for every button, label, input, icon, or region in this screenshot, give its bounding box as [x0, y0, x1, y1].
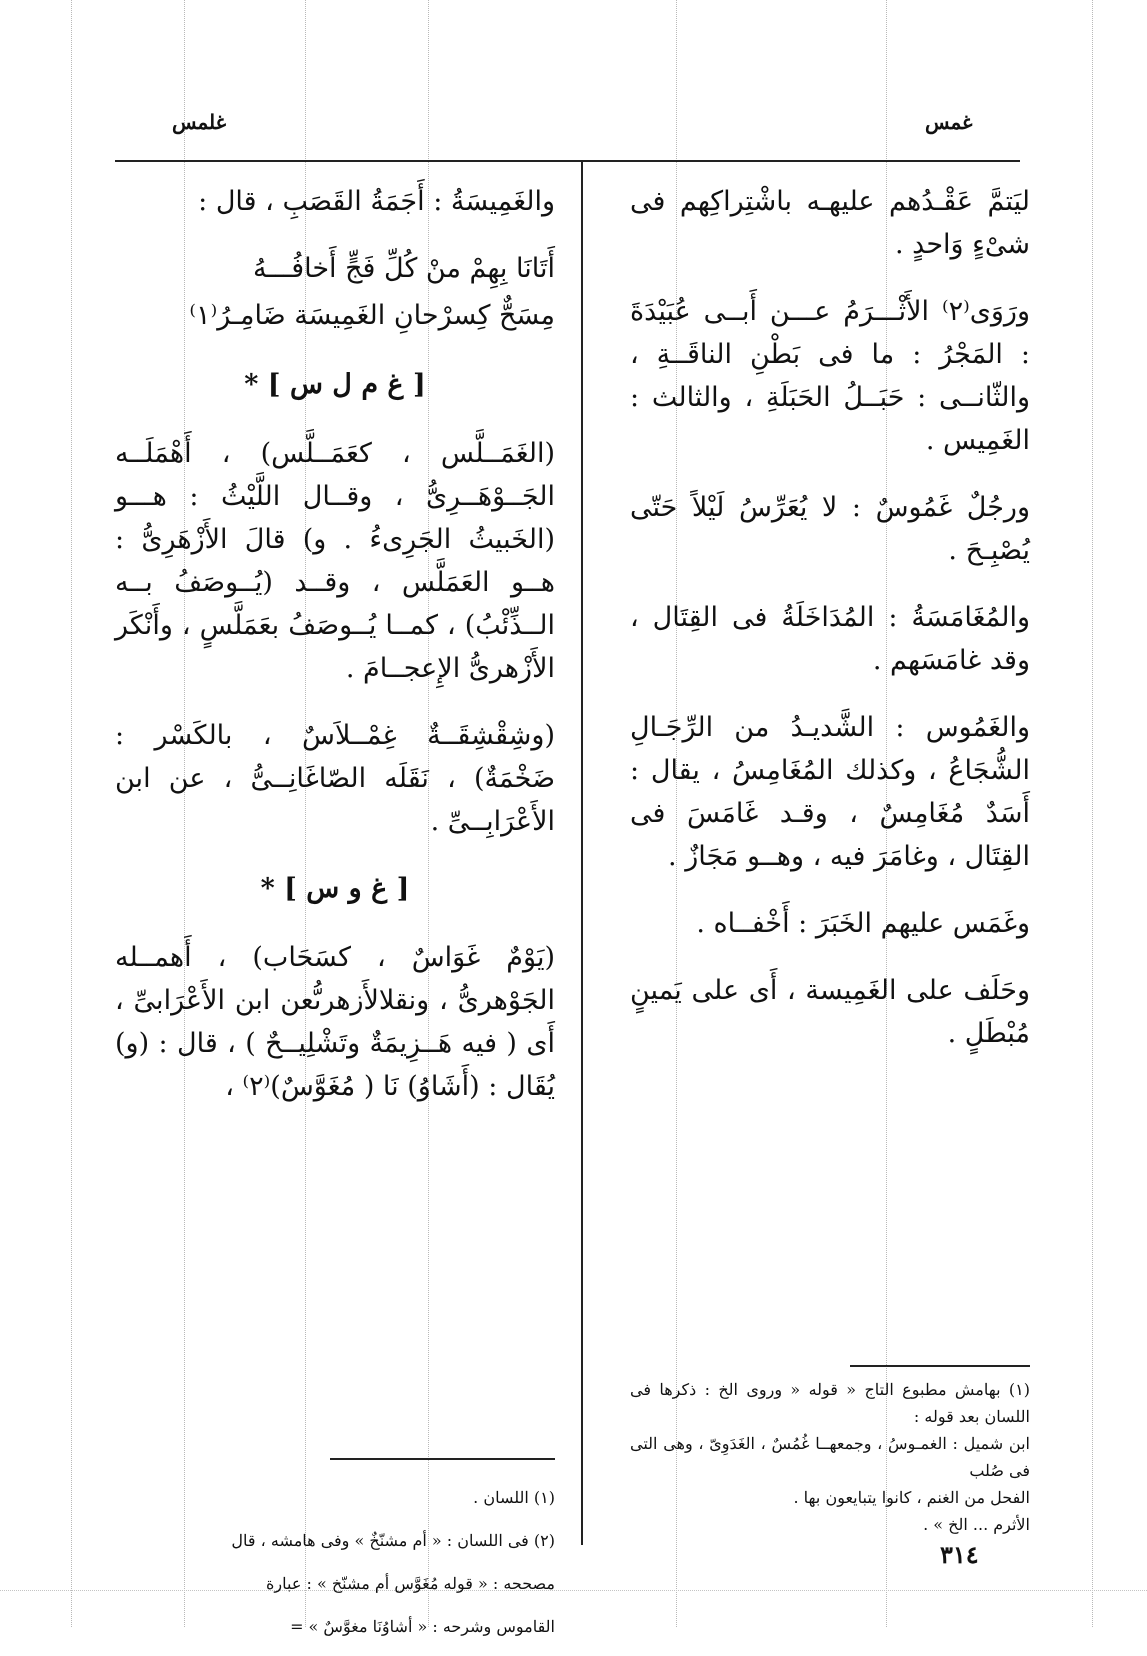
entry-paragraph: والغَمِيسَةُ : أَجَمَةُ القَصَبِ ، قال : — [198, 186, 555, 217]
footnote-line: (٢) فى اللسان : « أم مشنّخٌ » وفى هامشه ، قال — [231, 1531, 555, 1550]
entry-paragraph: وحَلَف على الغَمِيسة ، أَى على يَمينٍ مُبْطَلٍ . — [630, 975, 1030, 1049]
running-header-left: غلمس — [172, 110, 227, 134]
entry-paragraph: (وشِقْشِقَــةٌ غِمْــلاَسٌ ، بالكَسْر : ضَخْمَةٌ) ، نَقَلَه الصّاغَانِــىُّ ، عن ابن الأَعْرَابِــىِّ . — [115, 720, 555, 837]
footnote-line: (١) اللسان . — [473, 1488, 555, 1507]
entry-paragraph: ورجُلٌ غَمُوسٌ : لا يُعَرِّسُ لَيْلاً حَتّى يُصْبِـحَ . — [630, 492, 1030, 566]
footnote-line: الفحل من الغنم ، كانوا يتبايعون بها . — [793, 1488, 1030, 1507]
footnote-line: مصححه : « قوله مُغَوَّس أم مشنّخ » : عبارة — [266, 1574, 555, 1593]
header-rule — [115, 160, 1020, 162]
root-heading: [ غ و س ] * — [260, 873, 410, 904]
verse-line: مِسَحٌّ كِسرْحانِ الغَمِيسَة ضَامِـرُ⁽١⁾ — [189, 300, 555, 331]
scan-guide-line — [1092, 0, 1093, 1627]
right-footnotes — [630, 1376, 1030, 1538]
footnote-rule — [330, 1458, 555, 1460]
footnote-rule — [850, 1365, 1030, 1367]
column-divider — [581, 160, 583, 1545]
root-heading: [ غ م ل س ] * — [244, 369, 426, 400]
left-column — [115, 180, 555, 1132]
footnote-line: (١) بهامش مطبوع التاج « قوله « وروى الخ : ذكرها فى اللسان بعد قوله : — [630, 1380, 1030, 1426]
footnote-line: الأثرم ... الخ » . — [923, 1515, 1030, 1534]
footnote-line: القاموس وشرحه : « أشاوُنَا مغوَّسٌ » = — [290, 1617, 555, 1636]
running-header-right: غمس — [925, 110, 973, 134]
entry-paragraph: (يَوْمٌ غَوَاسٌ ، كسَحَاب) ، أَهمــله الجَوْهرىُّ ، ونقلالأَزهرىُّعن ابن الأَعْرَابىِّ ، أَى ( فيه هَــزِيمَةٌ وتَشْلِيــحٌ ) ، قال : (و) يُقَال : (أَشَاوُ) نَا ( مُغَوَّسٌ)⁽٢⁾ ، — [115, 942, 555, 1102]
scan-guide-line — [71, 0, 72, 1627]
right-column — [630, 180, 1030, 1079]
entry-paragraph: والمُغَامَسَةُ : المُدَاخَلَةُ فى القِتَال ، وقد غامَسَهم . — [630, 602, 1030, 676]
entry-paragraph: (الغَمَــلَّس ، كعَمَــلَّس) ، أَهْمَلَــه الجَــوْهَــرِىُّ ، وقــال اللَّيْثُ : هـــو (الخَبيثُ الجَرِىءُ . و) قالَ الأَزْهَرِىُّ : هــو العَمَلَّس ، وقــد (يُــوصَفُ بــه الــذِّئْبُ) ، كمــا يُــوصَفُ بعَمَلَّسٍ ، وأَنْكَر الأَزْهرىُّ الإِعجــامَ . — [115, 438, 555, 684]
entry-paragraph: ورَوَى⁽٢⁾ الأَثْـــرَمُ عـــن أَبــى عُبَيْدَةَ : المَجْرُ : ما فى بَطْنِ الناقَــةِ ، والثّانــى : حَبَــلُ الحَبَلَةِ ، والثالث : الغَمِيس . — [630, 296, 1030, 456]
page-number: ٣١٤ — [940, 1540, 979, 1569]
entry-paragraph: ليَتمَّ عَقْـدُهم عليهـه باشْتِراكِهم فى شىْءٍ وَاحدٍ . — [630, 186, 1030, 260]
left-footnotes — [115, 1468, 555, 1656]
entry-paragraph: وغَمَس عليهم الخَبَرَ : أَخْفــاه . — [696, 908, 1030, 939]
verse-line: أَتَانَا بِهِمْ منْ كُلِّ فَجٍّ أَخافُـــهُ — [252, 253, 555, 284]
entry-paragraph: والغَمُوس : الشَّديـدُ من الرِّجَـالِ الشُّجَاعُ ، وكذلك المُغَامِسُ ، يقال : أَسَدٌ مُغَامِسٌ ، وقـد غَامَسَ فى القِتَال ، وغامَرَ فيه ، وهــو مَجَازٌ . — [630, 712, 1030, 872]
footnote-line: ابن شميل : الغمـوسُ ، وجمعهــا غُمُسٌ ، الغَدَوِىّ ، وهى التى فى صُلب — [630, 1434, 1030, 1480]
